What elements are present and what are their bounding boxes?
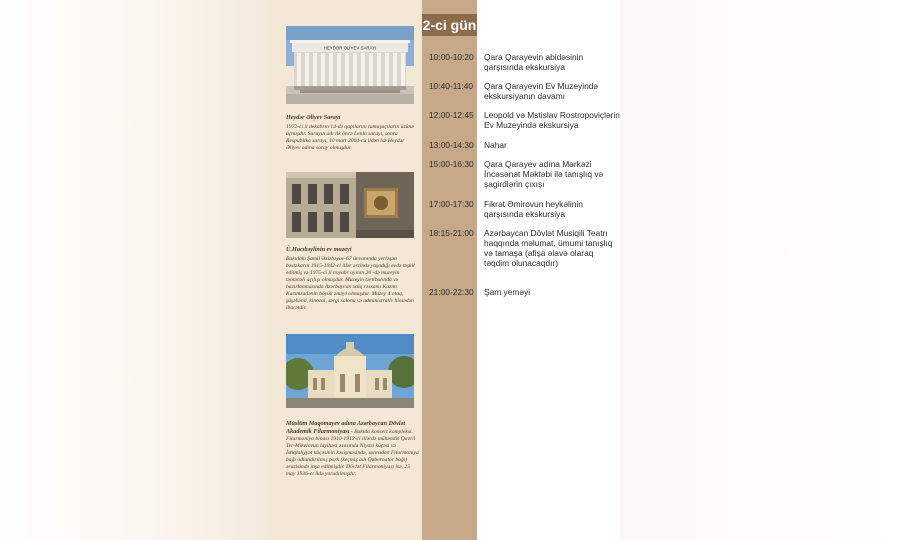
- philharmonic-caption-title: Müslüm Maqomayev adına Azərbaycan Dövlət Akademik Filarmoniyası: [286, 420, 406, 435]
- schedule-event-8: Şam yeməyi: [484, 287, 531, 297]
- palace-sign-text: HEYDƏR ƏLİYEV SARAYI: [323, 45, 377, 51]
- schedule-time-2: 10:40-11:40: [429, 81, 474, 91]
- schedule-event-1: Qara Qarayevin abidəsinin qarşısında ekskursiya: [484, 52, 584, 72]
- philharmonic-caption: [286, 420, 420, 478]
- right-margin: [620, 0, 900, 540]
- day-header: 2-ci gün: [422, 14, 477, 36]
- schedule-time-7: 18:15-21:00: [429, 228, 474, 238]
- schedule-time-8: 21:00-22:30: [429, 287, 474, 297]
- museum-caption: [286, 246, 420, 312]
- schedule-event-3: Leopold və Mstislav Rostropoviçlərin Ev Muzeyində ekskursiya: [484, 110, 620, 130]
- schedule-time-1: 10:00-10:20: [429, 52, 474, 62]
- palace-photo: [286, 26, 414, 104]
- schedule-event-2: Qara Qarayevin Ev Muzeyində ekskursiyanın davamı: [484, 81, 599, 101]
- museum-building-photo: [286, 172, 414, 238]
- schedule-time-4: 13:00-14:30: [429, 140, 474, 150]
- schedule-event-7: Azərbaycan Dövlət Musiqili Teatrı haqqında məlumat, ümumi tanışlıq və tamaşa (afişa əlavə olaraq təqdim olunacaqdır): [484, 228, 613, 268]
- schedule-time-6: 17:00-17:30: [429, 199, 474, 209]
- schedule-time-3: 12:00-12:45: [429, 110, 474, 120]
- palace-caption: [286, 114, 420, 152]
- left-margin: [0, 0, 270, 540]
- schedule-event-4: Nahar: [484, 140, 507, 150]
- philharmonic-photo: [286, 334, 414, 408]
- museum-caption-title: Ü.Hacıbəylinin ev muzeyi: [286, 246, 352, 253]
- schedule-event-6: Fikrət Əmirovun heykəlinin qarşısında ekskursiya: [484, 199, 583, 219]
- palace-caption-title: Heydər Əliyev Sarayı: [286, 114, 341, 121]
- schedule-event-5: Qara Qarayev adına Mərkəzi İncəsənət Məktəbi ilə tanışlıq və şagirdlərin çıxışı: [484, 159, 604, 189]
- schedule-time-5: 15:00-16:30: [429, 159, 474, 169]
- palace-caption-body: 1972-ci il dekabrın 14-də qapılarını tamaşaçıların üzünə açmışdır. Sarayın adı ilk öncə Lenin sarayı, sonra Respublika sarayı, 10 mart 2004-cü ildən isə Heydər Əliyev adına saray olmuşdur.: [286, 124, 414, 151]
- museum-caption-body: Bakıdakı Şamil Əzizbəyov-67 ünvanında yerləşən bəstəkarın 1915-1942-ci illər ərzində yaşadığı evdə təşkil edilmiş və 1975-ci il noyabr ayının 20 -də muzeyin təntənəli açılışı olmuşdur. Muzeyin tərtibatında və hazırlanmasında Azərbaycan xalq rəssamı Kazım Kazımzadənin böyük əməyi olmuşdur. Muzey 4 otaq, şüşəbənd, kinozal, sərgi salonu və administrativ hissədən ibarətdir.: [286, 256, 415, 311]
- philharmonic-caption-body: - Bakıda konsert kompleksi. Filarmoniya binası 1910-1912-ci illərdə mühəndis Qavril Ter-Mikelovun layihəsi əsasında Niyazi küçəsi və İstiqlaliyyət küçəsinin kəsişməsində, sonradan Filarmoniya bağı adlandırılmış park (keçmiş adı Qubernator bağı) ərazisində inşa edilmişdir. Dövlət Filarmoniyası isə, 25 may 1936-cı ildə yaradılmışdır.: [286, 429, 419, 477]
